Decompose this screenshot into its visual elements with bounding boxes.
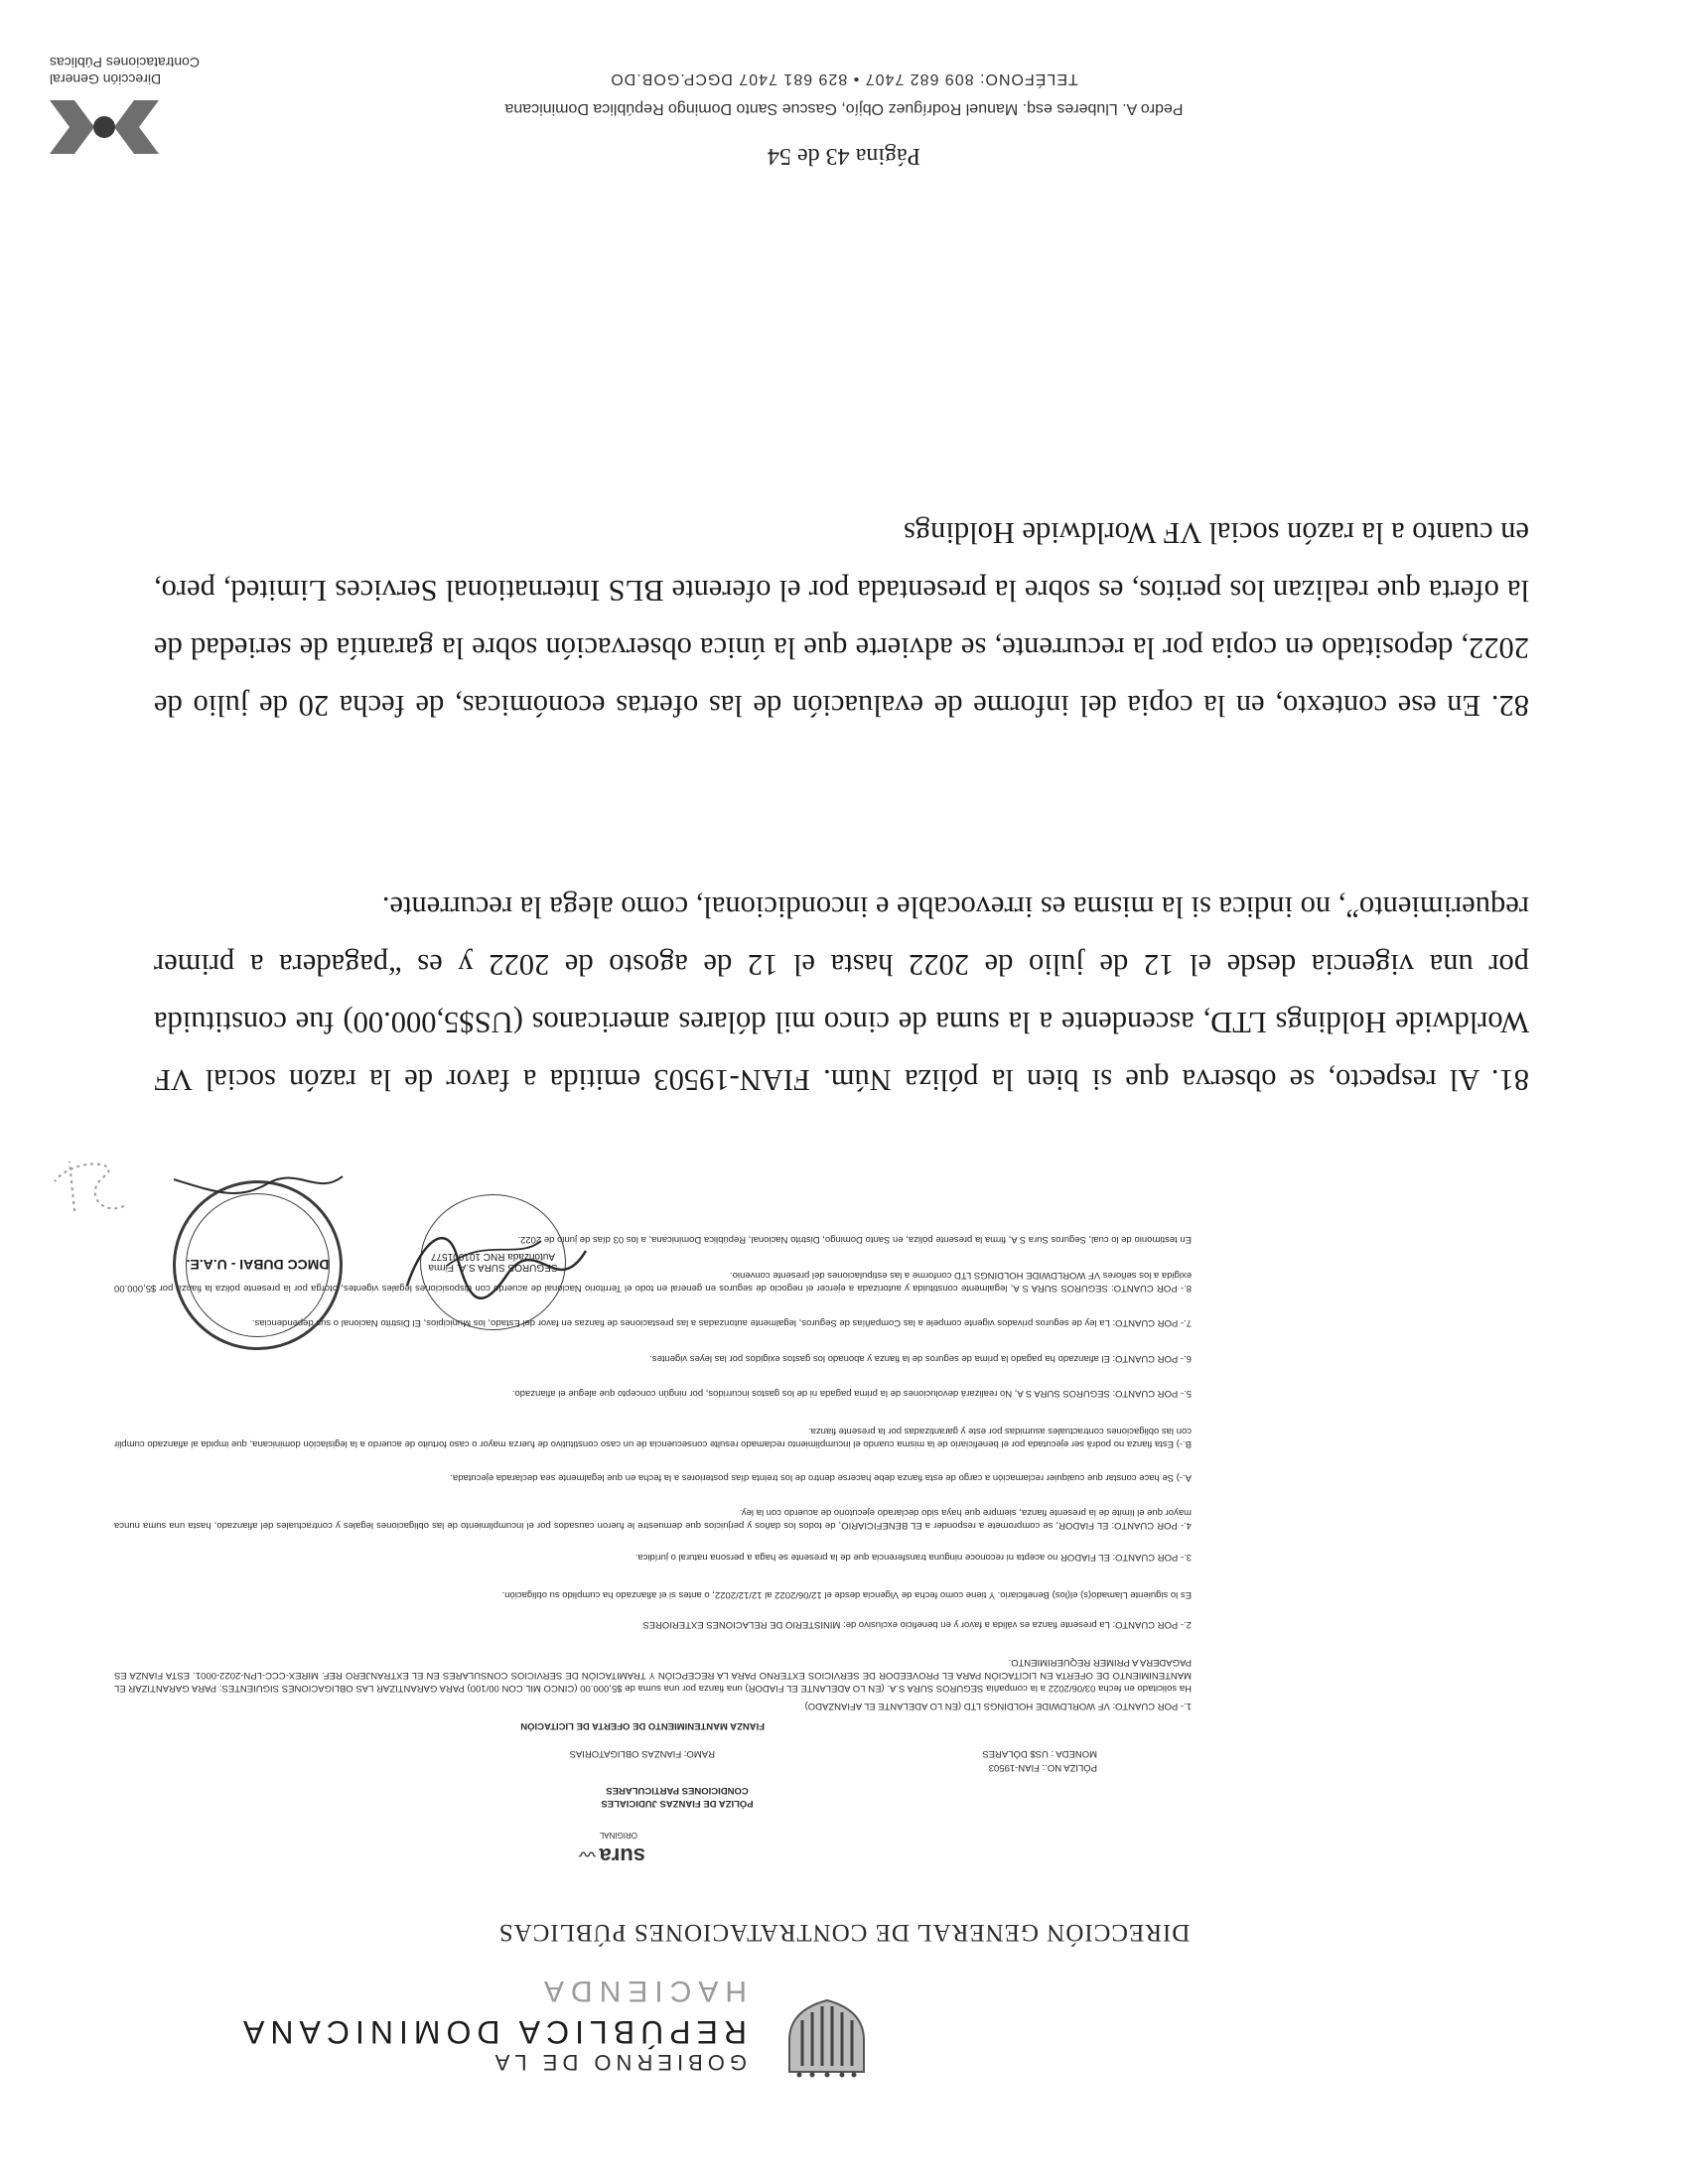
bond-title: PÓLIZA DE FIANZAS JUDICIALES CONDICIONES PARTICULARES (601, 1785, 754, 1809)
government-label: GOBIERNO DE LA (490, 2050, 747, 2075)
footer-agency-name: Dirección General Contrataciones Públicas (50, 55, 200, 87)
bond-clause-6: 6.- POR CUANTO: El afianzado ha pagado la prima de seguros de la fianza y abonado los gastos exigidos por las leyes vigentes. (649, 1353, 1192, 1364)
bond-testimony: En testimonio de lo cual, Seguros Sura S A, firma la presente póliza, en Santo Domingo, Distrito Nacional, República Dominicana, a los 03 días de junio de 2022. (517, 1234, 1192, 1245)
bond-currency: MONEDA : US$ DÓLARES (982, 1748, 1097, 1759)
bond-clause-4: 4.- POR CUANTO: EL FIADOR, se compromete a responder a EL BENEFICIARIO, de todos los daños y perjuicios que demuestre le fueron causados por el incumplimiento de las obligaciones legales y contractuales del afianzado, hasta una suma nunca mayor que el límite de la presente fianza, siempre que haya sido declarado ejecutorio de acuerdo con la ley. (114, 1507, 1192, 1531)
sura-stamp: SEGUROS SURA S.A. Firma Autorizada RNC 101001577 (420, 1194, 566, 1330)
bond-clause-1b: Ha solicitado en fecha 03/06/2022 a la compañía SEGUROS SURA S.A. (EN LO ADELANTE EL FIADOR) una fianza por una suma de $5,000.00 (CINCO MIL CON 00/100) PARA GARANTIZAR LAS OBLIGACIONES SIGUIENTES: PARA GARANTIZAR EL MANTENIMIENTO DE OFERTA EN LICITACIÓN PARA EL PROVEEDOR DE SERVICIOS EXTERNO PARA LA RECEPCIÓN Y TRAMITACIÓN DE SERVICIOS CONSULARES EN EL EXTRANJERO REF. MIREX-CCC-LPN-2022-0001. ESTA FIANZA ES PAGADERA A PRIMER REQUERIMIENTO. (114, 1657, 1192, 1694)
agency-title: DIRECCIÓN GENERAL DE CONTRATACIONES PÚBLICAS (497, 1919, 1191, 1946)
bond-clause-8: 8.- POR CUANTO: SEGUROS SURA S A, legalmente constituida y autorizada a ejercer el negocio de seguros en general en todo el Territorio Nacional de acuerdo con disposiciones legales vigentes, otorga por la presente póliza la fianza por $5,000.00 exigida a los señores VF WORLDWIDE HOLDINGS LTD conforme a las estipulaciones del presente convenio. (114, 1270, 1192, 1294)
stamp-signature-icon (169, 1161, 348, 1201)
dmcc-stamp: DMCC DUBAI - U.A.E. (173, 1180, 343, 1350)
page-number: Página 43 de 54 (768, 143, 920, 169)
bond-clause-3: 3.- POR CUANTO: EL FIADOR no acepta ni reconoce ninguna transferencia que de la presente se haga a persona natural o jurídica. (634, 1552, 1192, 1563)
bond-clause-4b: B.-) Esta fianza no podrá ser ejecutada por el beneficiario de la misma cuando el incumplimiento reclamado resulte consecuencia de un caso constitutivo de fuerza mayor o caso fortuito de acuerdo a la legislación dominicana, que impida al afianzado cumplir con las obligaciones contractuales asumidas por este y garantizadas por la presente fianza. (114, 1426, 1192, 1449)
footer-phones: TELÉFONO: 809 682 7407 • 829 681 7407 DGCP.GOB.DO (610, 70, 1078, 87)
bond-clause-2: 2.- POR CUANTO: La presente fianza es válida a favor y en beneficio exclusivo de: MINISTERIO DE RELACIONES EXTERIORES (642, 1619, 1192, 1630)
handwritten-mark-icon (35, 1152, 144, 1221)
footer-address: Pedro A. Lluberes esq. Manuel Rodríguez Objío, Gascue Santo Domingo República Dominicana (504, 100, 1184, 117)
bond-original-label: ORIGINAL (599, 1831, 637, 1840)
country-name: REPÚBLICA DOMINICANA (237, 2014, 747, 2050)
paragraph-82: 82. En ese contexto, en la copia del informe de evaluación de las ofertas económicas, de fecha 20 de julio de 2022, depositado en copia por la recurrente, se advierte que la única observación sobre la garantía de seriedad de la oferta que realizan los peritos, es sobre la presentada por el oferente BLS International Services Limited, pero, en cuanto a la razón social VF Worldwide Holdings (154, 516, 1529, 723)
bond-branch: RAMO: FIANZAS OBLIGATORIAS (569, 1748, 715, 1759)
ministry-name: HACIENDA (536, 1975, 747, 2007)
bond-clause-1: 1.- POR CUANTO: VF WORLDWIDE HOLDINGS LTD (EN LO ADELANTE EL AFIANZADO) (804, 1701, 1192, 1711)
coat-of-arms-icon (779, 1998, 874, 2080)
bond-policy-number: PÓLIZA NO.: FIAN-19503 (988, 1762, 1097, 1773)
bond-type: FIANZA MANTENIMIENTO DE OFERTA DE LICITACIÓN (520, 1720, 765, 1731)
sura-logo: sura〰 (579, 1843, 645, 1868)
bond-clause-2b: Es lo siguiente Llamado(s) el(los) Beneficiario. Y tiene como fecha de Vigencia desde el 12/06/2022 al 12/12/2022, o antes si el afianzado ha cumplido su obligación. (501, 1589, 1192, 1600)
paragraph-81: 81. Al respecto, se observa que si bien la póliza Núm. FIAN-19503 emitida a favor de la razón social VF Worldwide Holdings LTD, ascendente a la suma de cinco mil dólares americanos (US$5,000.00) fue constituida por una vigencia desde el 12 de julio de 2022 hasta el 12 de agosto de 2022 y es “pagadera a primer requerimiento”, no indica si la misma es irrevocable e incondicional, como alega la recurrente. (154, 890, 1529, 1097)
bond-clause-5: 5.- POR CUANTO: SEGUROS SURA S A, No realizará devoluciones de la prima pagada ni de los gastos incurridos, por ningún concepto que alegue el afianzado. (511, 1388, 1192, 1399)
signature-icon (397, 1221, 596, 1310)
bond-clause-4a: A.-) Se hace constar que cualquier reclamación a cargo de esta fianza debe hacerse dentro de los treinta días posteriores a la fecha en que legalmente sea declarada ejecutada. (450, 1472, 1192, 1483)
sura-mark-icon: 〰 (579, 1844, 596, 1861)
bond-clause-7: 7.- POR CUANTO: La ley de seguros privados vigente compele a las Compañías de Seguros, legalmente autorizadas a las prestaciones de fianzas en favor del Estado, los Municipios, El Distrito Nacional o sus dependencias. (251, 1317, 1192, 1328)
